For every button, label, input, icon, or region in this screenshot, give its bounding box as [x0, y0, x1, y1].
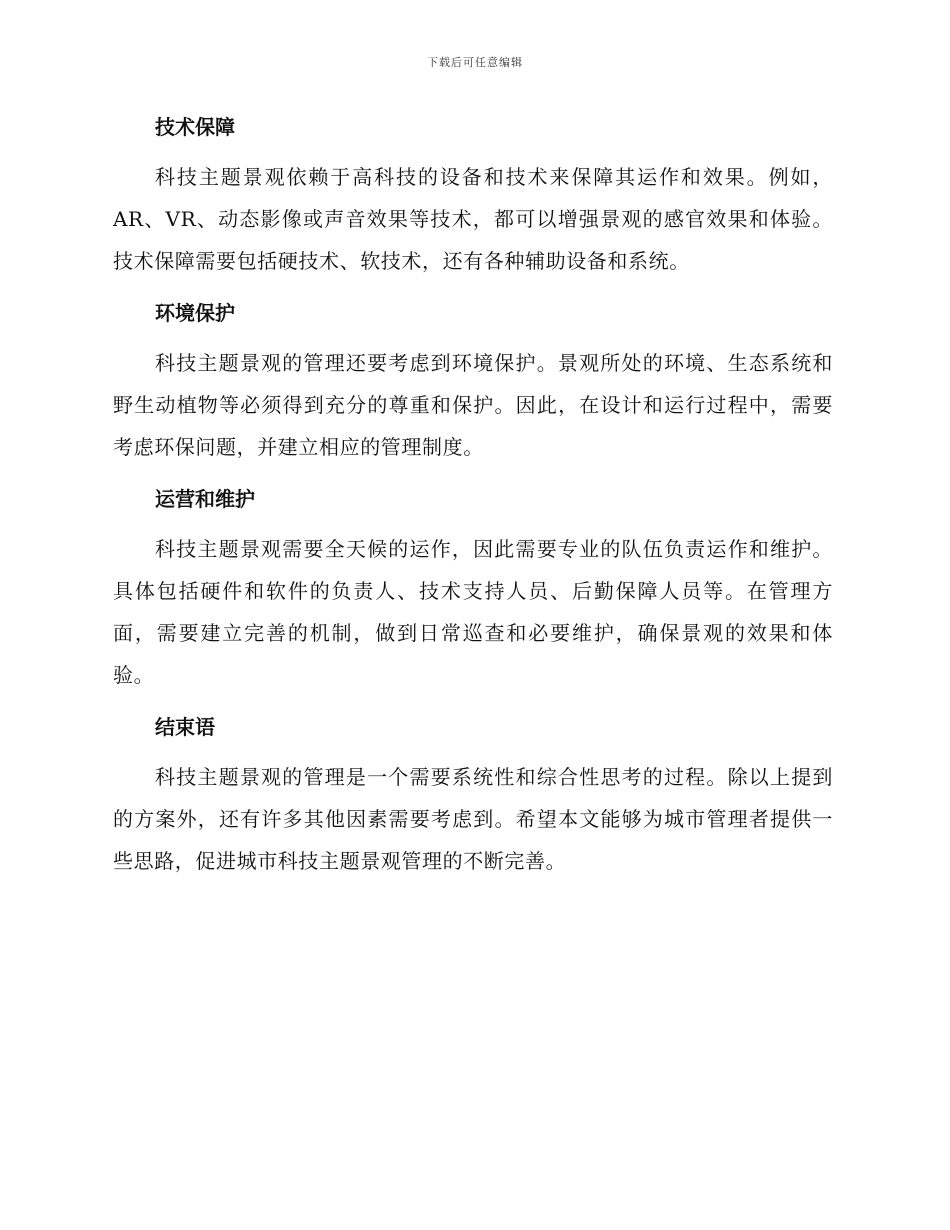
section-environmental-protection: [113, 296, 833, 468]
section-heading: 运营和维护: [155, 487, 255, 511]
section-paragraph: 科技主题景观的管理还要考虑到环境保护。景观所处的环境、生态系统和野生动植物等必须得到充分的尊重和保护。因此，在设计和运行过程中，需要考虑环保问题，并建立相应的管理制度。: [113, 351, 833, 459]
page-header: 下载后可任意编辑: [427, 56, 523, 69]
section-paragraph: 科技主题景观需要全天候的运作，因此需要专业的队伍负责运作和维护。具体包括硬件和软件的负责人、技术支持人员、后勤保障人员等。在管理方面，需要建立完善的机制，做到日常巡查和必要维护，确保景观的效果和体验。: [113, 537, 833, 687]
section-conclusion: [113, 710, 833, 882]
document-body: [113, 110, 833, 896]
section-paragraph: 科技主题景观依赖于高科技的设备和技术来保障其运作和效果。例如，AR、VR、动态影像或声音效果等技术，都可以增强景观的感官效果和体验。技术保障需要包括硬技术、软技术，还有各种辅助设备和系统。: [113, 165, 833, 273]
section-paragraph: 科技主题景观的管理是一个需要系统性和综合性思考的过程。除以上提到的方案外，还有许多其他因素需要考虑到。希望本文能够为城市管理者提供一些思路，促进城市科技主题景观管理的不断完善。: [113, 765, 833, 873]
section-heading: 结束语: [155, 715, 215, 739]
section-operation-maintenance: [113, 482, 833, 696]
section-heading: 环境保护: [155, 301, 235, 325]
section-heading: 技术保障: [155, 115, 235, 139]
section-technical-support: [113, 110, 833, 282]
